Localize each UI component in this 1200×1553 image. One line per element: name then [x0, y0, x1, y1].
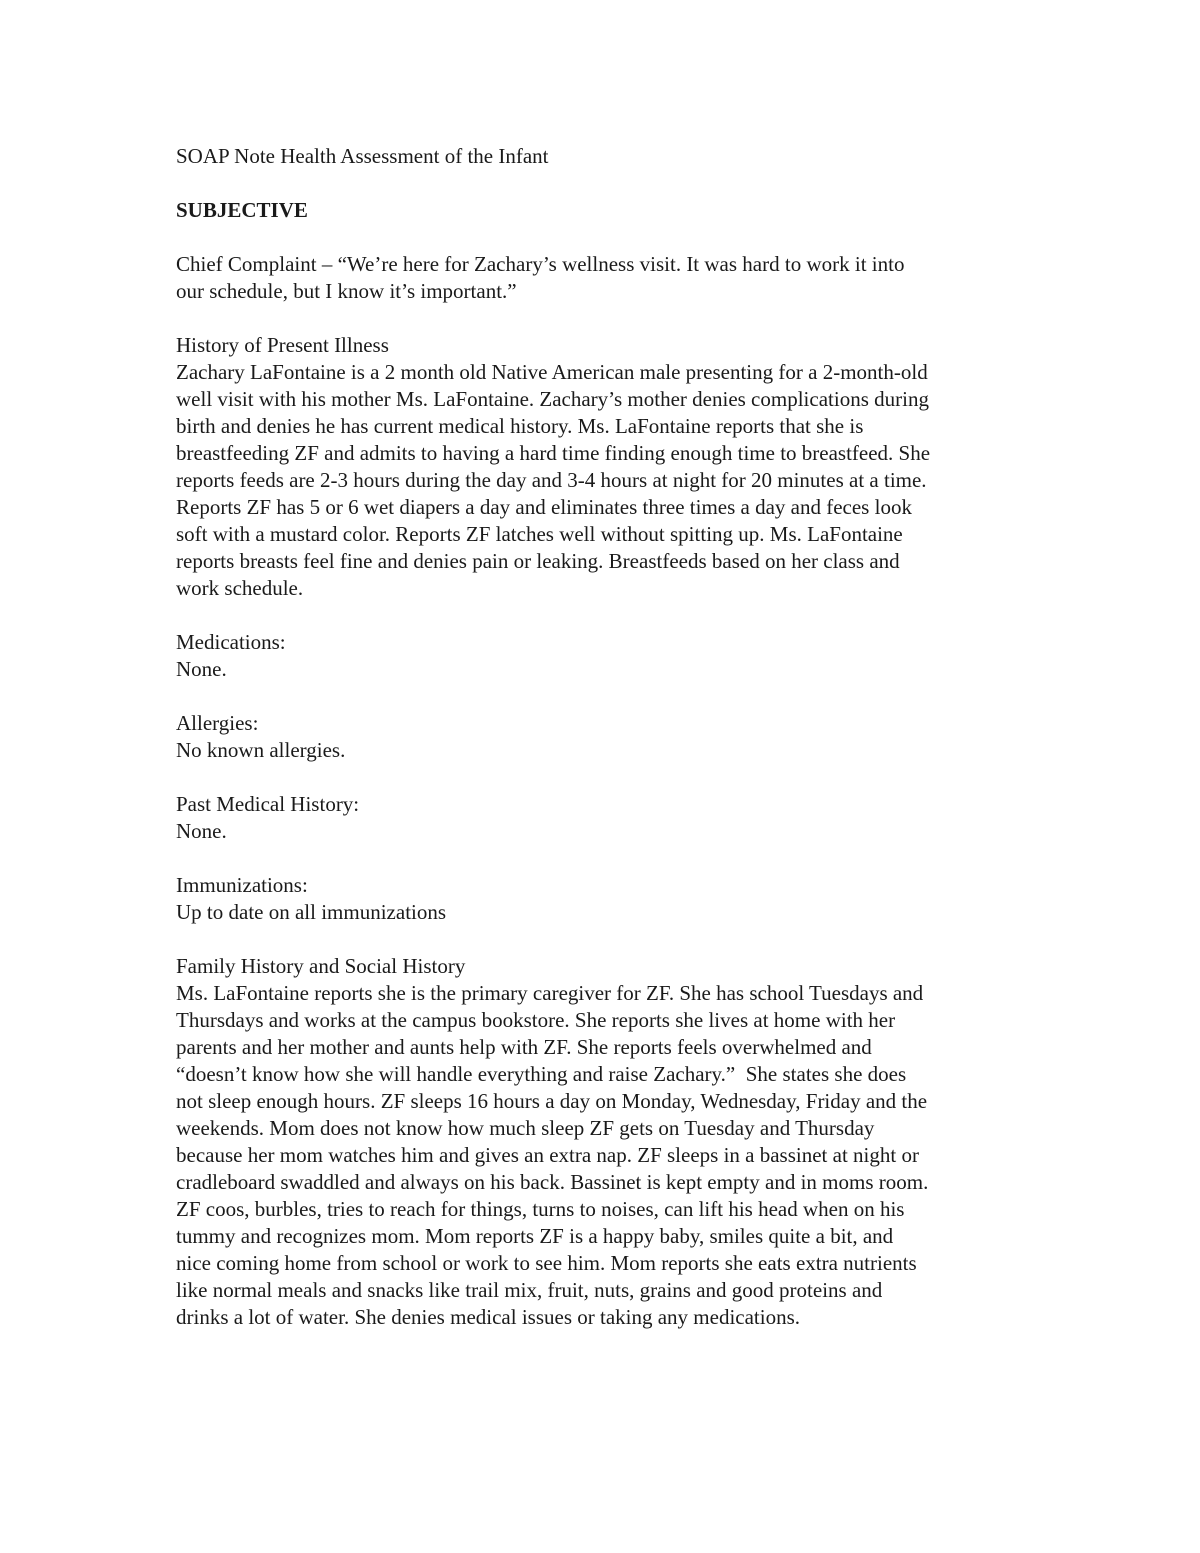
family-social-history-line: Thursdays and works at the campus bookstore. She reports she lives at home with her — [176, 1008, 896, 1032]
family-social-history-line: ZF coos, burbles, tries to reach for things, turns to noises, can lift his head when on his — [176, 1197, 905, 1221]
chief-complaint — [176, 251, 1056, 305]
family-social-history-line: weekends. Mom does not know how much sleep ZF gets on Tuesday and Thursday — [176, 1116, 875, 1140]
spacer — [176, 683, 1056, 710]
hpi-line: work schedule. — [176, 576, 304, 600]
spacer — [176, 305, 1056, 332]
immunizations-heading: Immunizations: — [176, 873, 308, 897]
family-social-history-line: parents and her mother and aunts help with ZF. She reports feels overwhelmed and — [176, 1035, 872, 1059]
chief-complaint-line: Chief Complaint – “We’re here for Zachary’s wellness visit. It was hard to work it into — [176, 252, 905, 276]
hpi-line: well visit with his mother Ms. LaFontaine. Zachary’s mother denies complications during — [176, 387, 929, 411]
family-social-history-line: drinks a lot of water. She denies medical issues or taking any medications. — [176, 1305, 801, 1329]
spacer — [176, 926, 1056, 953]
hpi-line: soft with a mustard color. Reports ZF latches well without spitting up. Ms. LaFontaine — [176, 522, 903, 546]
spacer — [176, 224, 1056, 251]
spacer — [176, 845, 1056, 872]
history-of-present-illness — [176, 332, 1056, 602]
family-social-history-line: like normal meals and snacks like trail mix, fruit, nuts, grains and good proteins and — [176, 1278, 883, 1302]
hpi-line: Reports ZF has 5 or 6 wet diapers a day and eliminates three times a day and feces look — [176, 495, 912, 519]
chief-complaint-line: our schedule, but I know it’s important.” — [176, 279, 517, 303]
hpi-line: reports feeds are 2-3 hours during the day and 3-4 hours at night for 20 minutes at a time. — [176, 468, 927, 492]
document-body — [176, 143, 1056, 1331]
past-medical-history-section — [176, 791, 1056, 845]
document-title: SOAP Note Health Assessment of the Infant — [176, 144, 549, 168]
family-social-history-line: tummy and recognizes mom. Mom reports ZF is a happy baby, smiles quite a bit, and — [176, 1224, 894, 1248]
allergies-heading: Allergies: — [176, 711, 259, 735]
hpi-line: birth and denies he has current medical history. Ms. LaFontaine reports that she is — [176, 414, 864, 438]
family-social-history-line: nice coming home from school or work to see him. Mom reports she eats extra nutrients — [176, 1251, 917, 1275]
spacer — [176, 764, 1056, 791]
family-social-history-line: cradleboard swaddled and always on his back. Bassinet is kept empty and in moms room. — [176, 1170, 929, 1194]
past-medical-history-value: None. — [176, 819, 227, 843]
family-social-history-line: Ms. LaFontaine reports she is the primary caregiver for ZF. She has school Tuesdays and — [176, 981, 924, 1005]
family-social-history-heading: Family History and Social History — [176, 954, 466, 978]
allergies-value: No known allergies. — [176, 738, 346, 762]
hpi-heading: History of Present Illness — [176, 333, 389, 357]
hpi-line: reports breasts feel fine and denies pain or leaking. Breastfeeds based on her class and — [176, 549, 900, 573]
immunizations-section — [176, 872, 1056, 926]
medications-section — [176, 629, 1056, 683]
spacer — [176, 602, 1056, 629]
past-medical-history-heading: Past Medical History: — [176, 792, 360, 816]
hpi-line: breastfeeding ZF and admits to having a hard time finding enough time to breastfeed. She — [176, 441, 931, 465]
section-heading-subjective: SUBJECTIVE — [176, 198, 308, 222]
hpi-line: Zachary LaFontaine is a 2 month old Native American male presenting for a 2-month-old — [176, 360, 928, 384]
family-social-history-line: not sleep enough hours. ZF sleeps 16 hours a day on Monday, Wednesday, Friday and the — [176, 1089, 928, 1113]
medications-heading: Medications: — [176, 630, 286, 654]
spacer — [176, 170, 1056, 197]
medications-value: None. — [176, 657, 227, 681]
family-social-history-line: “doesn’t know how she will handle everything and raise Zachary.” She states she does — [176, 1062, 907, 1086]
immunizations-value: Up to date on all immunizations — [176, 900, 447, 924]
family-social-history-line: because her mom watches him and gives an extra nap. ZF sleeps in a bassinet at night or — [176, 1143, 919, 1167]
allergies-section — [176, 710, 1056, 764]
family-social-history-section — [176, 953, 1056, 1331]
